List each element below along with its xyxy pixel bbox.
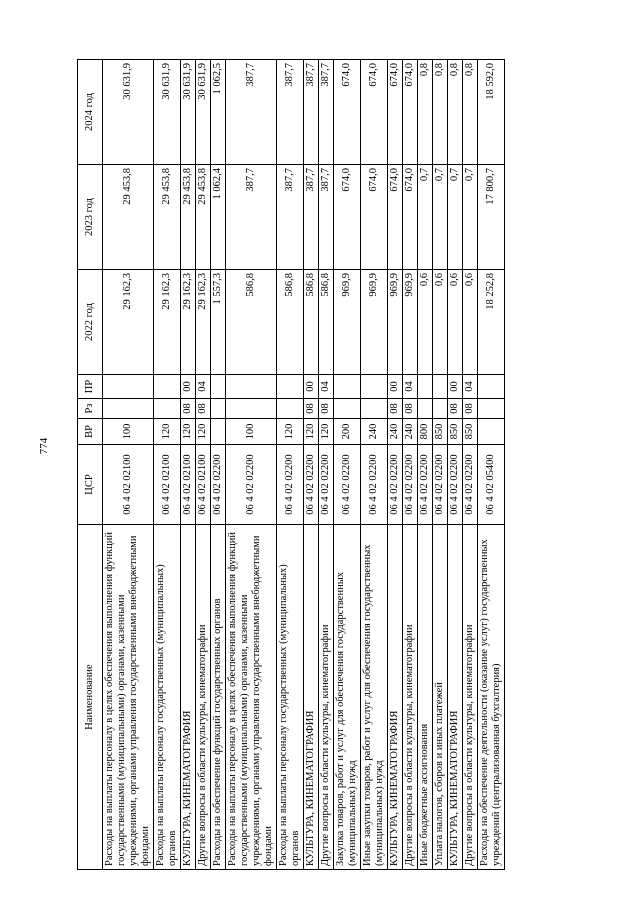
cell-pr [277, 375, 304, 399]
cell-csr: 06 4 02 02200 [463, 445, 478, 525]
cell-name: Расходы на выплаты персоналу в целях обеспечения выполнения функций государственными (муниципальными) органами, казенными учреждениями, органами управления государственными внебюджетными фондами [226, 525, 277, 870]
cell-2022: 18 252,8 [478, 270, 505, 375]
cell-vr: 120 [277, 419, 304, 445]
table-row [211, 60, 226, 870]
cell-pr [361, 375, 388, 399]
cell-2023: 29 453,8 [196, 165, 211, 270]
cell-pr: 00 [304, 375, 319, 399]
cell-name: Иные закупки товаров, работ и услуг для обеспечения государственных (муниципальных) нужд [361, 525, 388, 870]
cell-name: Закупка товаров, работ и услуг для обеспечения государственных (муниципальных) нужд [334, 525, 361, 870]
cell-rz [433, 399, 448, 419]
cell-2024: 387,7 [226, 60, 277, 165]
cell-2024: 30 631,9 [103, 60, 154, 165]
cell-2023: 674,0 [388, 165, 403, 270]
cell-name: КУЛЬТУРА, КИНЕМАТОГРАФИЯ [448, 525, 463, 870]
cell-2023: 0,7 [463, 165, 478, 270]
cell-vr: 120 [181, 419, 196, 445]
cell-csr: 06 4 02 02200 [433, 445, 448, 525]
cell-2022: 29 162,3 [103, 270, 154, 375]
cell-rz [211, 399, 226, 419]
cell-csr: 06 4 02 02200 [361, 445, 388, 525]
table-row [463, 60, 478, 870]
cell-name: Другие вопросы в области культуры, кинематографии [319, 525, 334, 870]
cell-2024: 1 062,5 [211, 60, 226, 165]
table-body [103, 60, 505, 870]
cell-pr: 00 [181, 375, 196, 399]
cell-name: Уплата налогов, сборов и иных платежей [433, 525, 448, 870]
cell-vr: 850 [463, 419, 478, 445]
cell-name: Иные бюджетные ассигнования [418, 525, 433, 870]
cell-name: Другие вопросы в области культуры, кинематографии [463, 525, 478, 870]
cell-vr [211, 419, 226, 445]
column-header-2024: 2024 год [78, 60, 103, 165]
cell-2023: 0,7 [448, 165, 463, 270]
cell-name: Другие вопросы в области культуры, кинематографии [196, 525, 211, 870]
column-header-rz: Рз [78, 399, 103, 419]
cell-2023: 387,7 [277, 165, 304, 270]
cell-name: Расходы на выплаты персоналу государственных (муниципальных) органов [154, 525, 181, 870]
table-row [361, 60, 388, 870]
cell-rz: 08 [196, 399, 211, 419]
cell-2024: 674,0 [403, 60, 418, 165]
cell-pr: 04 [403, 375, 418, 399]
cell-2024: 0,8 [448, 60, 463, 165]
cell-2024: 18 592,0 [478, 60, 505, 165]
cell-2022: 969,9 [334, 270, 361, 375]
cell-rz [418, 399, 433, 419]
cell-2024: 674,0 [388, 60, 403, 165]
cell-name: Расходы на обеспечение деятельности (оказание услуг) государственных учреждений (централизованная бухгалтерия) [478, 525, 505, 870]
cell-2022: 1 557,3 [211, 270, 226, 375]
cell-csr: 06 4 02 02200 [277, 445, 304, 525]
cell-2022: 29 162,3 [154, 270, 181, 375]
cell-name: Расходы на выплаты персоналу в целях обеспечения выполнения функций государственными (муниципальными) органами, казенными учреждениями, органами управления государственными внебюджетными фондами [103, 525, 154, 870]
cell-rz: 08 [319, 399, 334, 419]
cell-2022: 29 162,3 [196, 270, 211, 375]
cell-csr: 06 4 02 02200 [334, 445, 361, 525]
cell-rz: 08 [403, 399, 418, 419]
cell-csr: 06 4 02 02200 [418, 445, 433, 525]
cell-pr: 04 [463, 375, 478, 399]
cell-csr: 06 4 02 02100 [154, 445, 181, 525]
cell-vr: 120 [304, 419, 319, 445]
cell-name: Другие вопросы в области культуры, кинематографии [403, 525, 418, 870]
cell-pr [226, 375, 277, 399]
cell-vr: 800 [418, 419, 433, 445]
cell-csr: 06 4 02 02200 [211, 445, 226, 525]
cell-vr: 850 [433, 419, 448, 445]
cell-pr [478, 375, 505, 399]
budget-table [77, 59, 505, 870]
column-header-pr: ПР [78, 375, 103, 399]
cell-2023: 387,7 [304, 165, 319, 270]
cell-2022: 0,6 [418, 270, 433, 375]
table-row [403, 60, 418, 870]
cell-pr: 00 [388, 375, 403, 399]
table-row [181, 60, 196, 870]
table-row [433, 60, 448, 870]
table-row [103, 60, 154, 870]
cell-2022: 586,8 [304, 270, 319, 375]
cell-2024: 0,8 [418, 60, 433, 165]
cell-csr: 06 4 02 02200 [319, 445, 334, 525]
cell-2024: 30 631,9 [196, 60, 211, 165]
cell-vr: 200 [334, 419, 361, 445]
cell-csr: 06 4 02 02200 [403, 445, 418, 525]
cell-name: КУЛЬТУРА, КИНЕМАТОГРАФИЯ [181, 525, 196, 870]
cell-pr [211, 375, 226, 399]
column-header-vr: ВР [78, 419, 103, 445]
table-row [418, 60, 433, 870]
cell-2023: 0,7 [433, 165, 448, 270]
cell-rz: 08 [388, 399, 403, 419]
cell-csr: 06 4 02 02100 [181, 445, 196, 525]
cell-2022: 969,9 [388, 270, 403, 375]
cell-csr: 06 4 02 02100 [196, 445, 211, 525]
cell-2022: 0,6 [463, 270, 478, 375]
column-header-2023: 2023 год [78, 165, 103, 270]
cell-pr [154, 375, 181, 399]
column-header-name: Наименование [78, 525, 103, 870]
cell-rz: 08 [304, 399, 319, 419]
cell-2023: 0,7 [418, 165, 433, 270]
cell-vr: 100 [226, 419, 277, 445]
cell-2024: 30 631,9 [181, 60, 196, 165]
cell-2024: 387,7 [304, 60, 319, 165]
cell-rz: 08 [463, 399, 478, 419]
cell-pr [103, 375, 154, 399]
cell-name: КУЛЬТУРА, КИНЕМАТОГРАФИЯ [304, 525, 319, 870]
cell-2022: 969,9 [403, 270, 418, 375]
cell-2022: 586,8 [226, 270, 277, 375]
cell-rz [334, 399, 361, 419]
cell-2022: 29 162,3 [181, 270, 196, 375]
table-row [196, 60, 211, 870]
column-header-2022: 2022 год [78, 270, 103, 375]
cell-vr: 120 [319, 419, 334, 445]
cell-2024: 30 631,9 [154, 60, 181, 165]
cell-2024: 387,7 [319, 60, 334, 165]
cell-name: Расходы на обеспечение функций государственных органов [211, 525, 226, 870]
cell-rz: 08 [181, 399, 196, 419]
table-row [226, 60, 277, 870]
cell-pr [418, 375, 433, 399]
table-row [448, 60, 463, 870]
cell-csr: 06 4 02 02100 [103, 445, 154, 525]
cell-name: Расходы на выплаты персоналу государственных (муниципальных) органов [277, 525, 304, 870]
table-row [304, 60, 319, 870]
table-row [334, 60, 361, 870]
cell-2023: 17 800,7 [478, 165, 505, 270]
cell-2023: 387,7 [226, 165, 277, 270]
cell-2023: 29 453,8 [181, 165, 196, 270]
cell-2023: 1 062,4 [211, 165, 226, 270]
rotated-table-container [77, 60, 547, 870]
cell-pr [334, 375, 361, 399]
cell-pr: 04 [196, 375, 211, 399]
cell-2024: 674,0 [361, 60, 388, 165]
page-number: 774 [38, 437, 50, 455]
table-row [319, 60, 334, 870]
table-header-row [78, 60, 103, 870]
cell-2023: 29 453,8 [103, 165, 154, 270]
table-row [277, 60, 304, 870]
cell-rz [154, 399, 181, 419]
cell-2022: 586,8 [319, 270, 334, 375]
cell-rz [478, 399, 505, 419]
cell-csr: 06 4 02 05400 [478, 445, 505, 525]
cell-csr: 06 4 02 02200 [388, 445, 403, 525]
cell-2023: 674,0 [334, 165, 361, 270]
cell-2024: 0,8 [433, 60, 448, 165]
cell-2022: 969,9 [361, 270, 388, 375]
cell-csr: 06 4 02 02200 [448, 445, 463, 525]
cell-vr: 120 [196, 419, 211, 445]
cell-name: КУЛЬТУРА, КИНЕМАТОГРАФИЯ [388, 525, 403, 870]
cell-2024: 674,0 [334, 60, 361, 165]
cell-vr: 240 [403, 419, 418, 445]
cell-rz [277, 399, 304, 419]
cell-2023: 29 453,8 [154, 165, 181, 270]
cell-rz [226, 399, 277, 419]
cell-2023: 387,7 [319, 165, 334, 270]
cell-vr [478, 419, 505, 445]
cell-vr: 850 [448, 419, 463, 445]
cell-vr: 240 [388, 419, 403, 445]
cell-2024: 0,8 [463, 60, 478, 165]
cell-csr: 06 4 02 02200 [304, 445, 319, 525]
cell-2023: 674,0 [361, 165, 388, 270]
cell-2022: 0,6 [433, 270, 448, 375]
cell-rz: 08 [448, 399, 463, 419]
cell-rz [103, 399, 154, 419]
cell-csr: 06 4 02 02200 [226, 445, 277, 525]
cell-vr: 240 [361, 419, 388, 445]
cell-rz [361, 399, 388, 419]
column-header-csr: ЦСР [78, 445, 103, 525]
cell-2022: 0,6 [448, 270, 463, 375]
cell-2024: 387,7 [277, 60, 304, 165]
cell-pr: 04 [319, 375, 334, 399]
cell-2022: 586,8 [277, 270, 304, 375]
table-row [478, 60, 505, 870]
table-row [388, 60, 403, 870]
table-row [154, 60, 181, 870]
cell-vr: 120 [154, 419, 181, 445]
cell-2023: 674,0 [403, 165, 418, 270]
cell-pr: 00 [448, 375, 463, 399]
cell-pr [433, 375, 448, 399]
cell-vr: 100 [103, 419, 154, 445]
